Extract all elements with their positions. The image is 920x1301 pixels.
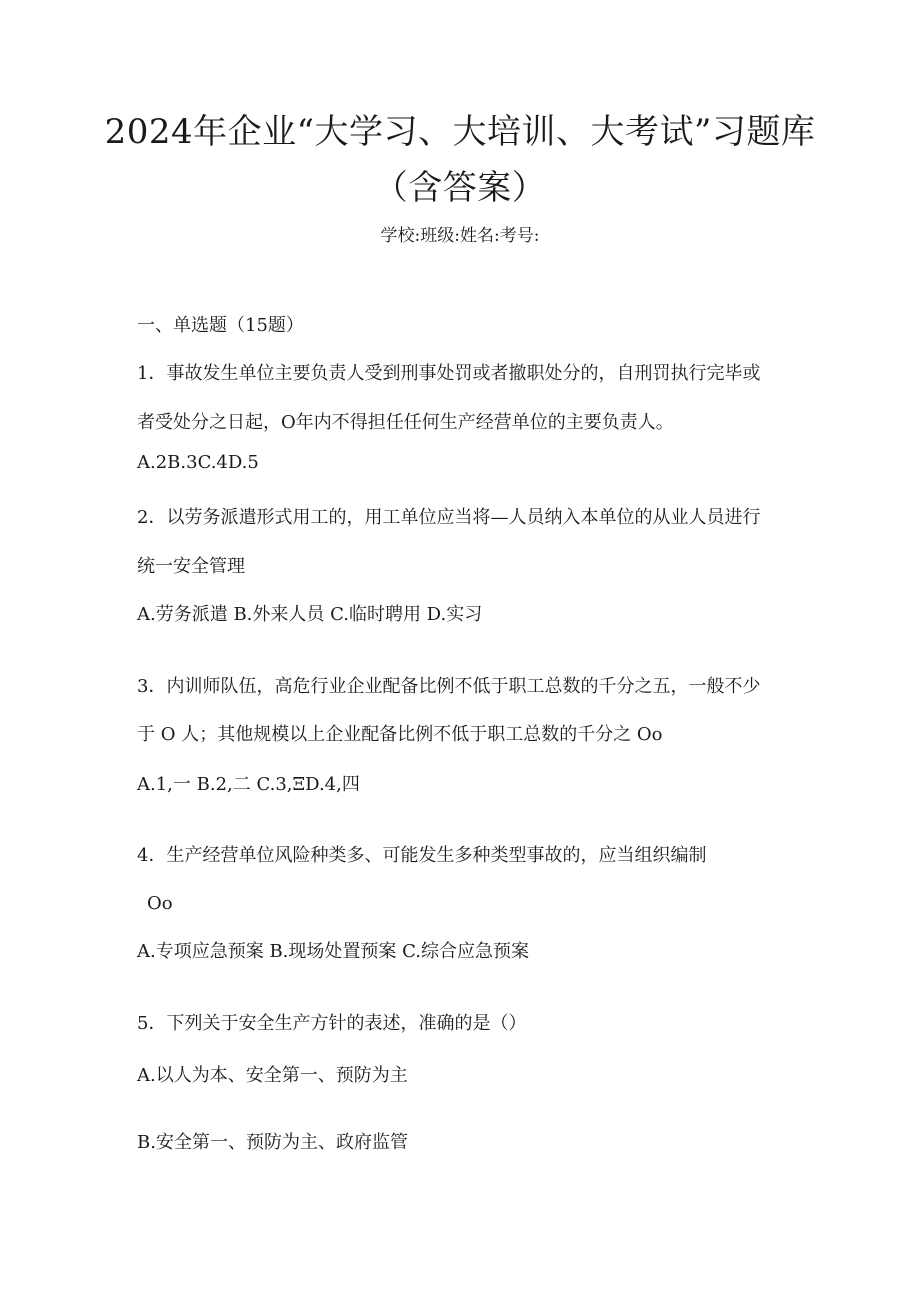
question-1-stem-line-2: 者受处分之日起，O年内不得担任任何生产经营单位的主要负责人。: [137, 412, 674, 433]
question-1-options: A.2B.3C.4D.5: [137, 452, 259, 473]
section-heading: 一、单选题（15题）: [137, 315, 304, 336]
question-5-option-a: A.以人为本、安全第一、预防为主: [137, 1065, 408, 1086]
question-5-stem-line-1: 5．下列关于安全生产方针的表述，准确的是（）: [137, 1013, 527, 1034]
question-3-stem-line-1: 3．内训师队伍，高危行业企业配备比例不低于职工总数的千分之五，一般不少: [137, 676, 761, 697]
question-4-options: A.专项应急预案 B.现场处置预案 C.综合应急预案: [137, 941, 529, 962]
question-4-stem-line-1: 4．生产经营单位风险种类多、可能发生多种类型事故的，应当组织编制: [137, 845, 707, 866]
question-2-stem-line-1: 2．以劳务派遣形式用工的，用工单位应当将—人员纳入本单位的从业人员进行: [137, 507, 761, 528]
question-1-stem-line-1: 1．事故发生单位主要负责人受到刑事处罚或者撤职处分的，自刑罚执行完毕或: [137, 363, 761, 384]
question-2-options: A.劳务派遣 B.外来人员 C.临时聘用 D.实习: [137, 604, 483, 625]
question-2-stem-line-2: 统一安全管理: [137, 556, 245, 577]
question-3-stem-line-2: 于 O 人；其他规模以上企业配备比例不低于职工总数的千分之 Oo: [137, 724, 663, 745]
student-info-line: 学校:班级:姓名:考号:: [380, 226, 540, 246]
question-4-stem-line-2: Oo: [147, 893, 173, 914]
document-title: 2024年企业“大学习、大培训、大考试”习题库（含答案）: [104, 112, 816, 208]
question-3-options: A.1,一 B.2,二 C.3,ΞD.4,四: [137, 774, 360, 795]
question-5-option-b: B.安全第一、预防为主、政府监管: [137, 1132, 408, 1153]
